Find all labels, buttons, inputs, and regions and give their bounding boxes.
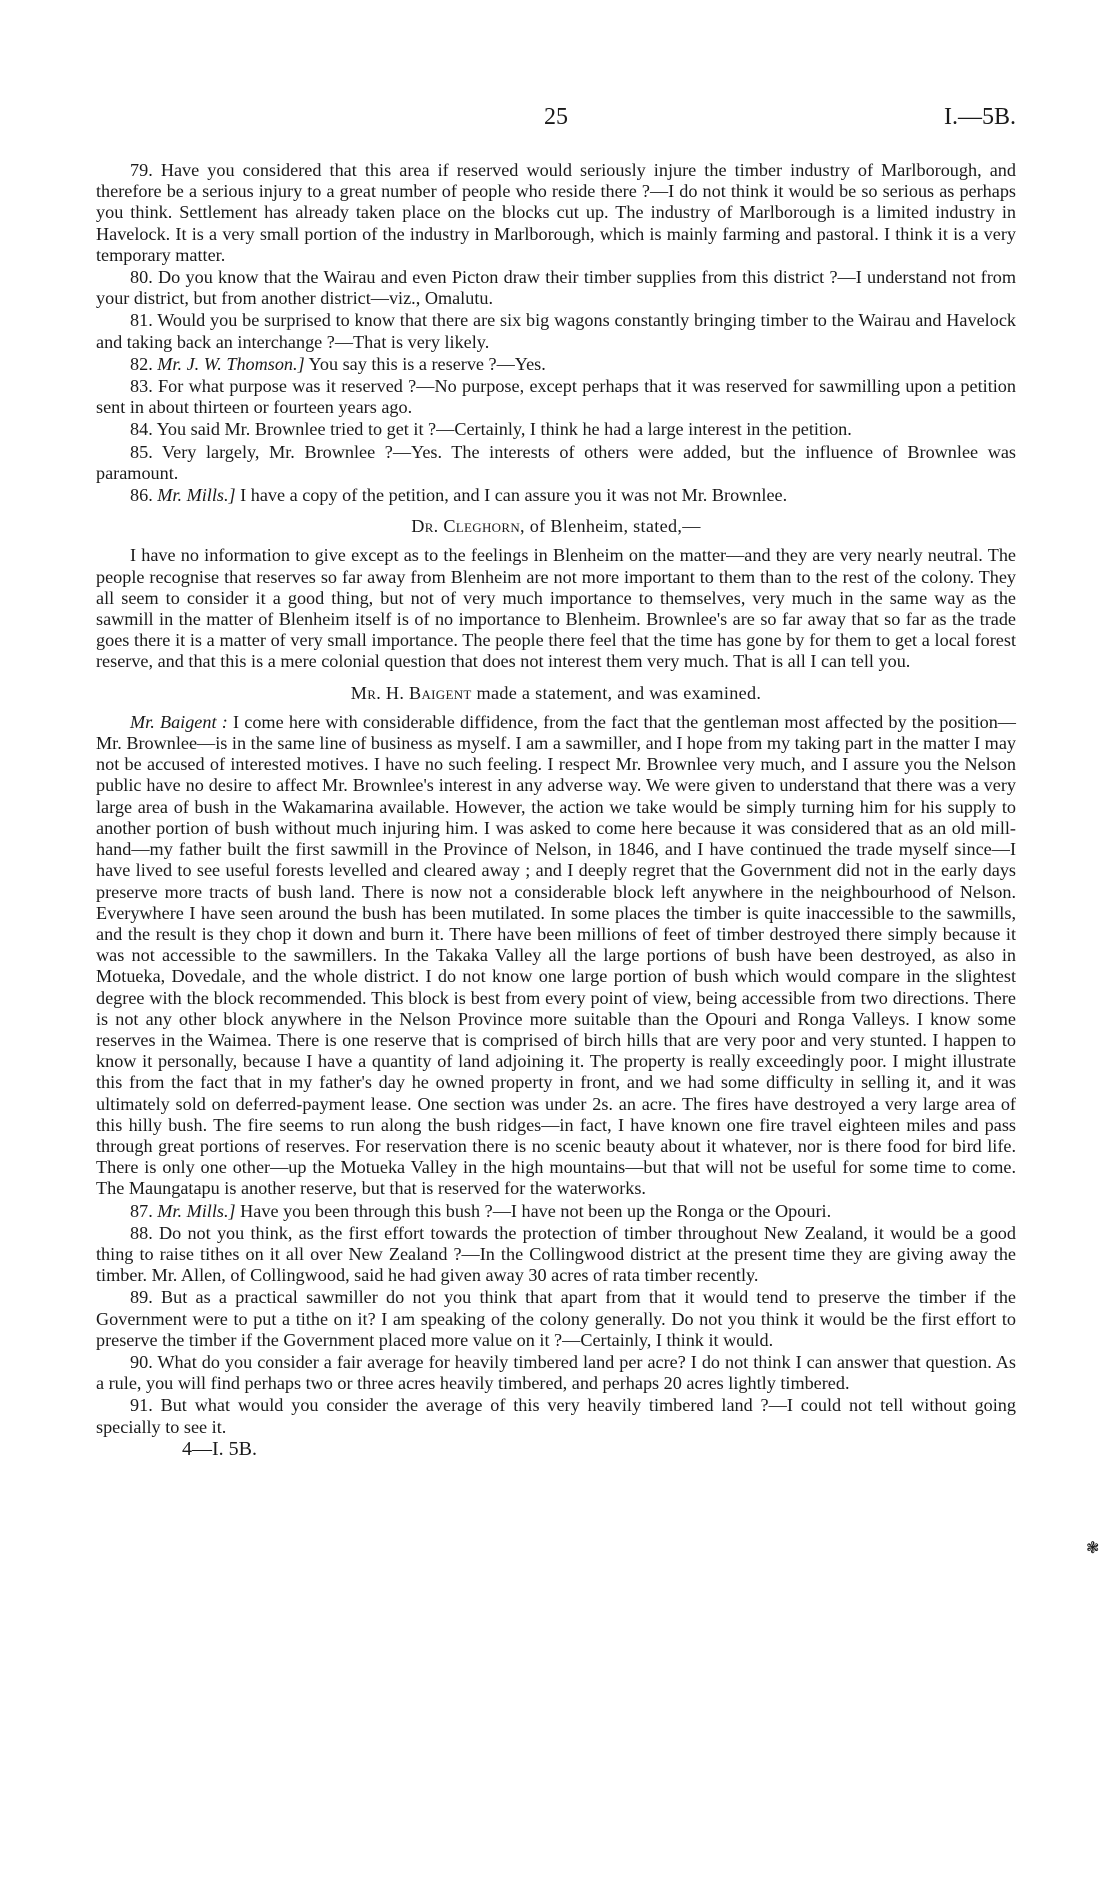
statement-text: I come here with considerable diffidence, from the fact that the gentleman most affected by the position—Mr. Brownlee—is in the same line of business as myself. I am a sawmiller, and I hope from my taking part in the matter I may not be accused of interested motives. I have no such feeling. I respect Mr. Brownlee very much, and I assure you the Nelson public have no desire to affect Mr. Brownlee's interest in any adverse way. We were given to understand that there was a very large area of bush in the Wakamarina available. However, the action we take would be simply turning him for his supply to another portion of bush without much injuring him. I was asked to come here because it was considered that as an old mill-hand—my father built the first sawmill in the Province of Nelson, in 1846, and I have continued the trade myself since—I have lived to see useful forests levelled and cleared away ; and I deeply regret that the Government did not in the early days preserve more tracts of bush land. There is now not a considerable block left anywhere in the neighbourhood of Nelson. Everywhere I have seen around the bush has been mutilated. In some places the timber is quite inaccessible to the sawmills, and the result is they chop it down and burn it. There have been millions of feet of timber destroyed there simply because it was not accessible to the sawmillers. In the Takaka Valley all the large portions of bush have been destroyed, as also in Motueka, Dovedale, and the whole district. I do not know one large portion of bush which would compare in the slightest degree with the block recommended. This block is best from every point of view, being accessible from two directions. There is not any other block anywhere in the Nelson Province more suitable than the Opouri and Ronga Valleys. I know some reserves in the Waimea. There is one reserve that is comprised of birch hills that are very poor and very stunted. I happen to know it personally, because I have a quantity of land adjoining it. The property is really exceedingly poor. I might illustrate this from the fact that in my father's day he owned property in front, and we had some difficulty in selling it, and it was ultimately sold on deferred-payment lease. One section was under 2s. an acre. The fires have destroyed a very large area of this hilly bush. The fire seems to run along the bush ridges—in fact, I have known one fire travel eighteen miles and pass through great portions of reserves. For reservation there is no scenic beauty about it whatever, nor is there food for bird life. There is only one other—up the Motueka Valley in the high mountains—but that will not be useful for some time to come. The Maungatapu is another reserve, but that is reserved for the waterworks.: [96, 711, 1016, 1199]
question-number: 82.: [130, 353, 153, 374]
witness-heading-rest: of Blenheim, stated,—: [529, 516, 701, 537]
paragraph-90: 90. What do you consider a fair average for heavily timbered land per acre? I do not think I can answer that question. As a rule, you will find perhaps two or three acres heavily timbered, and perhaps 20 acres lightly timbered.: [96, 1351, 1016, 1394]
paragraph-80: 80. Do you know that the Wairau and even Picton draw their timber supplies from this district ?—I understand not from your district, but from another district—viz., Omalutu.: [96, 267, 1016, 309]
baigent-statement: [96, 712, 1016, 1200]
witness-heading-cleghorn: [96, 516, 1016, 537]
speaker-name: Mr. Mills.]: [157, 485, 236, 506]
paragraph-89: 89. But as a practical sawmiller do not you think that apart from that it would tend to preserve the timber if the Government were to put a tithe on it? I am speaking of the colony generally. Do not you think it would be the first effort to preserve the timber if the Government placed more value on it ?—Certainly, I think it would.: [96, 1287, 1016, 1350]
witness-name: Mr. H. Baigent: [350, 682, 472, 703]
cleghorn-statement: I have no information to give except as to the feelings in Blenheim on the matter—and they are very nearly neutral. The people recognise that reserves so far away from Blenheim are not more important to them than to the rest of the colony. They all seem to consider it a good thing, but not of very much importance to themselves, very much in the same way as the sawmill in the matter of Blenheim itself is of no importance to Blenheim. Brownlee's are so far away that so far as the trade goes there it is a matter of very small importance. The people there feel that the time has gone by for them to get a local forest reserve, and that this is a mere colonial question that does not interest them very much. That is all I can tell you.: [96, 545, 1016, 672]
speaker-name: Mr. Mills.]: [157, 1200, 236, 1221]
question-number: 87.: [130, 1200, 153, 1221]
document-body: [96, 160, 1016, 1460]
page-reference: I.—5B.: [944, 104, 1016, 130]
paragraph-85: 85. Very largely, Mr. Brownlee ?—Yes. The interests of others were added, but the influence of Brownlee was paramount.: [96, 441, 1016, 483]
witness-name: Dr. Cleghorn,: [411, 516, 525, 537]
paragraph-79: 79. Have you considered that this area if reserved would seriously injure the timber industry of Marlborough, and therefore be a serious injury to a great number of people who reside there ?—I do not think it would be so serious as perhaps you think. Settlement has already taken place on the blocks cut up. The industry of Marlborough is a limited industry in Havelock. It is a very small portion of the industry in Marlborough, which is mainly farming and pastoral. I think it is a very temporary matter.: [96, 160, 1016, 265]
paragraph-81: 81. Would you be surprised to know that there are six big wagons constantly bringing timber to the Wairau and Havelock and taking back an interchange ?—That is very likely.: [96, 310, 1016, 352]
speaker-name: Mr. J. W. Thomson.]: [157, 353, 305, 374]
witness-heading-baigent: [96, 683, 1016, 704]
page-header: [96, 104, 1016, 134]
paragraph-84: 84. You said Mr. Brownlee tried to get it ?—Certainly, I think he had a large interest in the petition.: [130, 419, 852, 440]
paragraph-91: 91. But what would you consider the average of this very heavily timbered land ?—I could not tell without going specially to see it.: [96, 1395, 1016, 1437]
question-number: 86.: [130, 485, 153, 506]
paragraph-text: You say this is a reserve ?—Yes.: [308, 353, 546, 374]
paragraph-88: 88. Do not you think, as the first effort towards the protection of timber throughout New Zealand, it would be a good thing to raise tithes on it all over New Zealand ?—In the Collingwood district at the present time they are giving away the timber. Mr. Allen, of Collingwood, said he had given away 30 acres of rata timber recently.: [96, 1222, 1016, 1286]
speaker-name: Mr. Baigent :: [130, 711, 228, 732]
paragraph-87: [96, 1201, 1016, 1222]
witness-heading-rest: made a statement, and was examined.: [476, 682, 762, 703]
paragraph-83: 83. For what purpose was it reserved ?—No purpose, except perhaps that it was reserved for sawmilling upon a petition sent in about thirteen or fourteen years ago.: [96, 376, 1016, 418]
paragraph-text: Have you been through this bush ?—I have not been up the Ronga or the Opouri.: [240, 1200, 832, 1221]
paragraph-82: [96, 354, 1016, 375]
margin-mark-icon: ❃: [1086, 1540, 1100, 1557]
footer-signature: 4—I. 5B.: [182, 1437, 257, 1460]
page-number: 25: [544, 104, 568, 130]
paragraph-text: I have a copy of the petition, and I can assure you it was not Mr. Brownlee.: [240, 485, 788, 506]
paragraph-86: [96, 485, 1016, 506]
